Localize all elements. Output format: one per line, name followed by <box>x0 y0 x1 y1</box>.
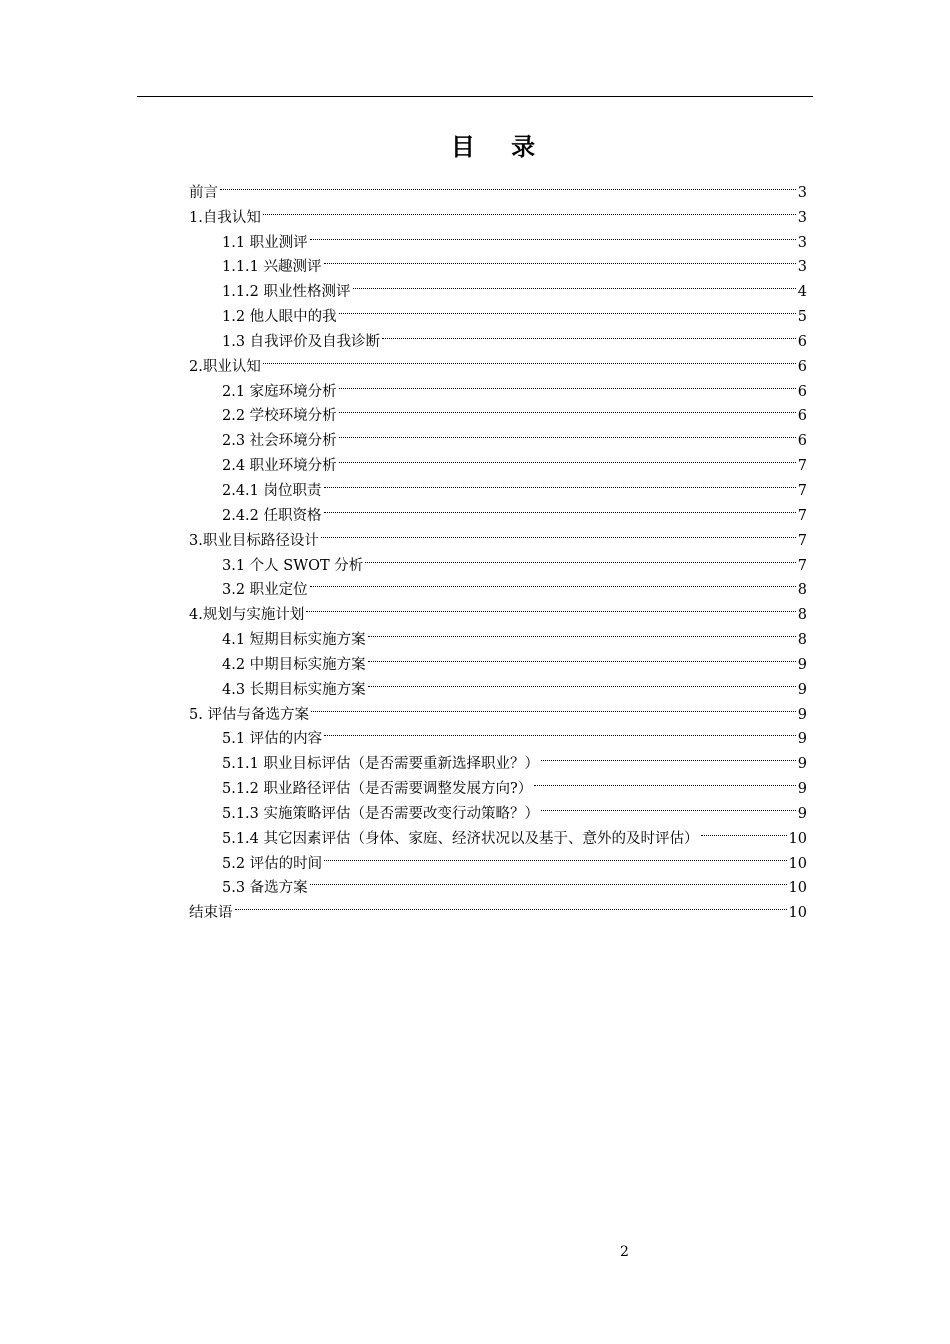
toc-entry-label: 5.1 评估的内容 <box>222 731 323 748</box>
toc-dot-leader <box>322 247 798 272</box>
toc-entry-page-number: 9 <box>797 706 807 723</box>
toc-entry-label: 1.1.1 兴趣测评 <box>222 259 322 276</box>
toc-entry-page-number: 7 <box>797 482 807 499</box>
toc-entry-label: 2.职业认知 <box>189 358 261 375</box>
toc-dot-leader <box>337 296 798 321</box>
toc-entry-page-number: 10 <box>788 905 807 922</box>
toc-entry-label: 5.3 备选方案 <box>222 880 308 897</box>
toc-dot-leader <box>363 545 797 570</box>
toc-dot-leader <box>322 495 798 520</box>
toc-entry-label: 3.2 职业定位 <box>222 582 308 599</box>
toc-entry-page-number: 9 <box>797 805 807 822</box>
toc-entry[interactable] <box>189 197 807 226</box>
toc-entry-label: 2.1 家庭环境分析 <box>222 383 337 400</box>
toc-entry-page-number: 9 <box>797 731 807 748</box>
toc-entry-page-number: 3 <box>797 184 807 201</box>
toc-entry-label: 5.1.2 职业路径评估（是否需要调整发展方向?） <box>222 781 533 798</box>
toc-entry-label: 4.3 长期目标实施方案 <box>222 681 366 698</box>
header-rule <box>137 96 813 97</box>
table-of-contents <box>189 172 807 922</box>
toc-entry-page-number: 7 <box>797 557 807 574</box>
toc-entry-page-number: 7 <box>797 532 807 549</box>
toc-entry[interactable] <box>189 172 807 201</box>
toc-dot-leader <box>539 793 798 818</box>
toc-dot-leader <box>322 719 798 744</box>
toc-entry-label: 2.4.1 岗位职责 <box>222 482 322 499</box>
toc-entry-page-number: 3 <box>797 259 807 276</box>
toc-entry[interactable] <box>189 892 807 922</box>
toc-dot-leader <box>261 197 798 222</box>
toc-entry-label: 1.自我认知 <box>189 209 261 226</box>
toc-dot-leader <box>322 843 788 868</box>
toc-entry-page-number: 8 <box>797 582 807 599</box>
toc-entry-page-number: 6 <box>797 333 807 350</box>
toc-entry-page-number: 10 <box>788 880 807 897</box>
toc-entry-label: 2.4.2 任职资格 <box>222 507 322 524</box>
toc-entry-label: 前言 <box>189 184 218 201</box>
toc-entry-label: 3.1 个人 SWOT 分析 <box>222 557 364 574</box>
toc-entry-label: 2.3 社会环境分析 <box>222 433 337 450</box>
toc-dot-leader <box>308 570 798 595</box>
toc-entry-label: 4.2 中期目标实施方案 <box>222 656 366 673</box>
toc-entry-page-number: 9 <box>797 756 807 773</box>
toc-entry-page-number: 9 <box>797 656 807 673</box>
toc-entry-page-number: 5 <box>797 309 807 326</box>
toc-entry-page-number: 9 <box>797 781 807 798</box>
toc-dot-leader <box>308 222 798 247</box>
toc-dot-leader <box>539 743 798 768</box>
page-number: 2 <box>620 1244 629 1260</box>
toc-entry-page-number: 8 <box>797 632 807 649</box>
toc-entry-page-number: 4 <box>797 284 807 301</box>
toc-dot-leader <box>308 868 789 893</box>
toc-entry-label: 结束语 <box>189 905 233 922</box>
toc-dot-leader <box>233 892 789 917</box>
toc-dot-leader <box>322 470 798 495</box>
toc-entry-label: 1.2 他人眼中的我 <box>222 309 337 326</box>
toc-entry-page-number: 10 <box>788 830 807 847</box>
toc-entry-label: 5.1.4 其它因素评估（身体、家庭、经济状况以及基于、意外的及时评估） <box>222 830 699 847</box>
toc-dot-leader <box>304 594 797 619</box>
toc-entry-page-number: 3 <box>797 234 807 251</box>
toc-entry-page-number: 7 <box>797 507 807 524</box>
toc-entry-page-number: 8 <box>797 607 807 624</box>
toc-entry-label: 3.职业目标路径设计 <box>189 532 319 549</box>
toc-entry-label: 5.1.1 职业目标评估（是否需要重新选择职业？） <box>222 756 540 773</box>
toc-entry-label: 5. 评估与备选方案 <box>189 706 309 723</box>
toc-entry-page-number: 3 <box>797 209 807 226</box>
toc-dot-leader <box>319 520 798 545</box>
toc-dot-leader <box>351 271 798 296</box>
toc-dot-leader <box>337 396 798 421</box>
toc-dot-leader <box>337 445 798 470</box>
toc-entry-label: 4.1 短期目标实施方案 <box>222 632 366 649</box>
toc-entry-label: 1.3 自我评价及自我诊断 <box>222 333 381 350</box>
toc-dot-leader <box>366 669 798 694</box>
toc-entry[interactable] <box>189 371 807 400</box>
page-title: 目 录 <box>450 133 550 161</box>
toc-entry-page-number: 6 <box>797 358 807 375</box>
toc-entry-page-number: 7 <box>797 458 807 475</box>
toc-entry[interactable] <box>189 346 807 375</box>
toc-dot-leader <box>337 420 798 445</box>
toc-entry-page-number: 9 <box>797 681 807 698</box>
toc-entry-label: 5.1.3 实施策略评估（是否需要改变行动策略？） <box>222 805 540 822</box>
toc-entry-page-number: 6 <box>797 408 807 425</box>
toc-entry-page-number: 10 <box>788 855 807 872</box>
toc-dot-leader <box>366 644 798 669</box>
toc-dot-leader <box>380 321 798 346</box>
toc-entry[interactable] <box>189 222 807 251</box>
toc-dot-leader <box>218 172 798 197</box>
toc-entry-page-number: 6 <box>797 433 807 450</box>
toc-dot-leader <box>532 768 797 793</box>
toc-entry-label: 1.1 职业测评 <box>222 234 308 251</box>
toc-entry-page-number: 6 <box>797 383 807 400</box>
toc-entry-label: 5.2 评估的时间 <box>222 855 323 872</box>
toc-entry-label: 4.规划与实施计划 <box>189 607 305 624</box>
toc-entry-label: 1.1.2 职业性格测评 <box>222 284 351 301</box>
toc-entry-label: 2.4 职业环境分析 <box>222 458 337 475</box>
toc-dot-leader <box>699 818 789 843</box>
toc-entry-label: 2.2 学校环境分析 <box>222 408 337 425</box>
toc-dot-leader <box>337 371 798 396</box>
toc-dot-leader <box>366 619 798 644</box>
toc-dot-leader <box>309 694 798 719</box>
toc-dot-leader <box>261 346 798 371</box>
